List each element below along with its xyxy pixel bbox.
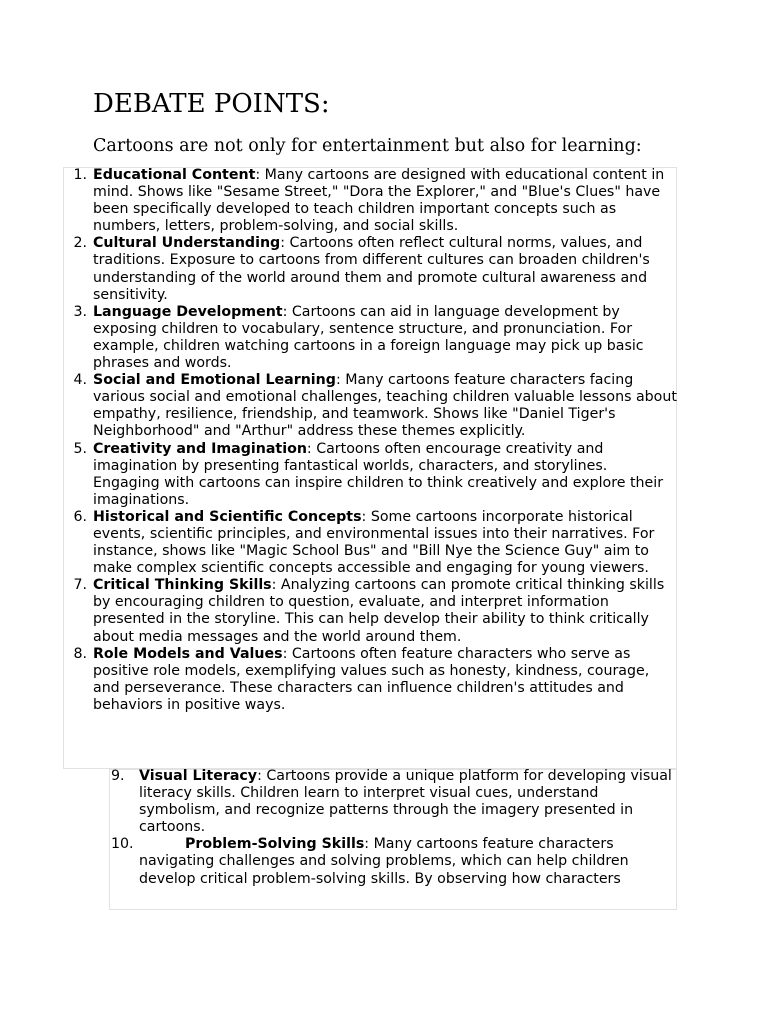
list-item-text: : Analyzing cartoons can promote critical thinking skills by encouraging children to question, evaluate, and interpret information presented in the storyline. This can help develop their ability to think critically about media messages and the world around them. — [93, 577, 665, 645]
list-item-number: 1. — [73, 167, 87, 183]
list-item — [73, 577, 678, 645]
list-item-text: : Many cartoons feature characters navigating challenges and solving problems, which can help children develop critical problem-solving skills. By observing how characters — [139, 836, 629, 887]
list-item-term: Visual Literacy — [139, 768, 258, 784]
list-item — [111, 836, 679, 887]
page-subtitle: Cartoons are not only for entertainment but also for learning: — [93, 136, 642, 156]
list-item — [73, 508, 678, 577]
list-item-term: Role Models and Values — [93, 645, 283, 662]
list-item-term: Cultural Understanding — [93, 235, 281, 252]
list-item-number: 2. — [73, 235, 87, 252]
list-item-number: 9. — [111, 768, 125, 784]
page-title: DEBATE POINTS: — [93, 89, 330, 119]
list-item — [73, 303, 678, 372]
list-item-number: 10. — [111, 836, 134, 853]
list-item-text: : Cartoons often encourage creativity and imagination by presenting fantastical worlds, characters, and storylines. Engaging with cartoons can inspire children to think creatively and explore their imaginations. — [93, 440, 664, 508]
list-item-text: : Many cartoons feature characters facing various social and emotional challenges, teaching children valuable lessons about empathy, resilience, friendship, and teamwork. Shows like "Daniel Tiger's Neighborhood" and "Arthur" address these themes explicitly. — [93, 372, 677, 440]
list-item — [73, 235, 678, 303]
list-item-number: 8. — [73, 645, 87, 662]
list-item-term: Historical and Scientific Concepts — [93, 508, 362, 525]
list-item-text: : Cartoons provide a unique platform for developing visual literacy skills. Children learn to interpret visual cues, understand symbolism, and recognize patterns through the imagery presented in cartoons. — [139, 768, 672, 836]
list-item-term: Critical Thinking Skills — [93, 577, 272, 594]
list-item-number: 5. — [73, 440, 87, 457]
list-item-number: 3. — [73, 303, 87, 320]
list-item-text: : Cartoons often reflect cultural norms, values, and traditions. Exposure to cartoons from different cultures can broaden children's understanding of the world around them and promote cultural awareness and sensitivity. — [93, 235, 650, 303]
list-item-term: Language Development — [93, 303, 283, 320]
list-item-term: Educational Content — [93, 167, 256, 183]
list-item — [73, 440, 678, 509]
list-item-number: 4. — [73, 372, 87, 389]
list-item-term: Problem-Solving Skills — [185, 836, 365, 853]
list-item — [73, 645, 678, 714]
list-item-text: : Cartoons often feature characters who serve as positive role models, exemplifying values such as honesty, kindness, courage, and perseverance. These characters can influence children's attitudes and behaviors in positive ways. — [93, 645, 650, 713]
list-item-text: : Many cartoons are designed with educational content in mind. Shows like "Sesame Street," "Dora the Explorer," and "Blue's Clues" have been specifically developed to teach children important concepts such as numbers, letters, problem-solving, and social skills. — [93, 167, 665, 235]
debate-points-list — [73, 167, 678, 714]
list-item-number: 7. — [73, 577, 87, 594]
list-item-number: 6. — [73, 508, 87, 525]
list-item-text: : Cartoons can aid in language development by exposing children to vocabulary, sentence structure, and pronunciation. For example, children watching cartoons in a foreign language may pick up basic phrases and words. — [93, 303, 644, 372]
list-item-text: : Some cartoons incorporate historical events, scientific principles, and environmental issues into their narratives. For instance, shows like "Magic School Bus" and "Bill Nye the Science Guy" aim to make complex scientific concepts accessible and engaging for young viewers. — [93, 508, 655, 577]
list-item — [111, 768, 679, 836]
list-item — [73, 167, 678, 235]
list-item-term: Social and Emotional Learning — [93, 372, 336, 389]
list-item-term: Creativity and Imagination — [93, 440, 307, 457]
debate-points-list-continued — [111, 768, 679, 888]
list-item — [73, 372, 678, 440]
